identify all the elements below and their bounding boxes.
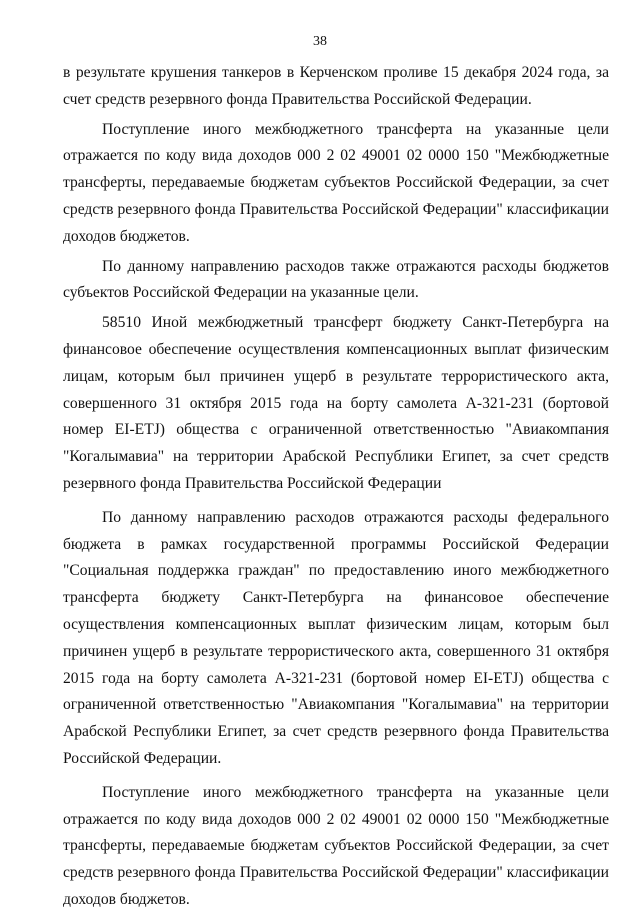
page-number: 38	[313, 34, 327, 49]
paragraph-regional-expenses: По данному направлению расходов также отражаются расходы бюджетов субъектов Российской Федерации на указанные цели.	[63, 257, 609, 302]
paragraph-income-code-2: Поступление иного межбюджетного трансферта на указанные цели отражается по коду вида доходов 000 2 02 49001 02 0000 150 "Межбюджетные трансферты, передаваемые бюджетам субъектов Российской Федерации, за счет средств резервного фонда Правительства Российской Федерации" классификации доходов бюджетов.	[63, 783, 609, 908]
paragraph-58510-heading: 58510 Иной межбюджетный трансферт бюджету Санкт-Петербурга на финансовое обеспечение осуществления компенсационных выплат физическим лицам, которым был причинен ущерб в результате террористического акта, совершенного 31 октября 2015 года на борту самолета А-321-231 (бортовой номер EI-ETJ) общества с ограниченной ответственностью "Авиакомпания "Когалымавиа" на территории Арабской Республики Египет, за счет средств резервного фонда Правительства Российской Федерации	[63, 314, 609, 492]
document-body	[63, 60, 609, 921]
paragraph-income-code: Поступление иного межбюджетного трансферта на указанные цели отражается по коду вида доходов 000 2 02 49001 02 0000 150 "Межбюджетные трансферты, передаваемые бюджетам субъектов Российской Федерации, за счет средств резервного фонда Правительства Российской Федерации" классификации доходов бюджетов.	[63, 120, 609, 245]
paragraph-federal-expenses: По данному направлению расходов отражаются расходы федерального бюджета в рамках государственной программы Российской Федерации "Социальная поддержка граждан" по предоставлению иного межбюджетного трансферта бюджету Санкт-Петербурга на финансовое обеспечение осуществления компенсационных выплат физическим лицам, которым был причинен ущерб в результате террористического акта, совершенного 31 октября 2015 года на борту самолета А-321-231 (бортовой номер EI-ETJ) общества с ограниченной ответственностью "Авиакомпания "Когалымавиа" на территории Арабской Республики Египет, за счет средств резервного фонда Правительства Российской Федерации.	[63, 508, 609, 767]
paragraph-continuation: в результате крушения танкеров в Керченском проливе 15 декабря 2024 года, за счет средств резервного фонда Правительства Российской Федерации.	[63, 64, 609, 108]
